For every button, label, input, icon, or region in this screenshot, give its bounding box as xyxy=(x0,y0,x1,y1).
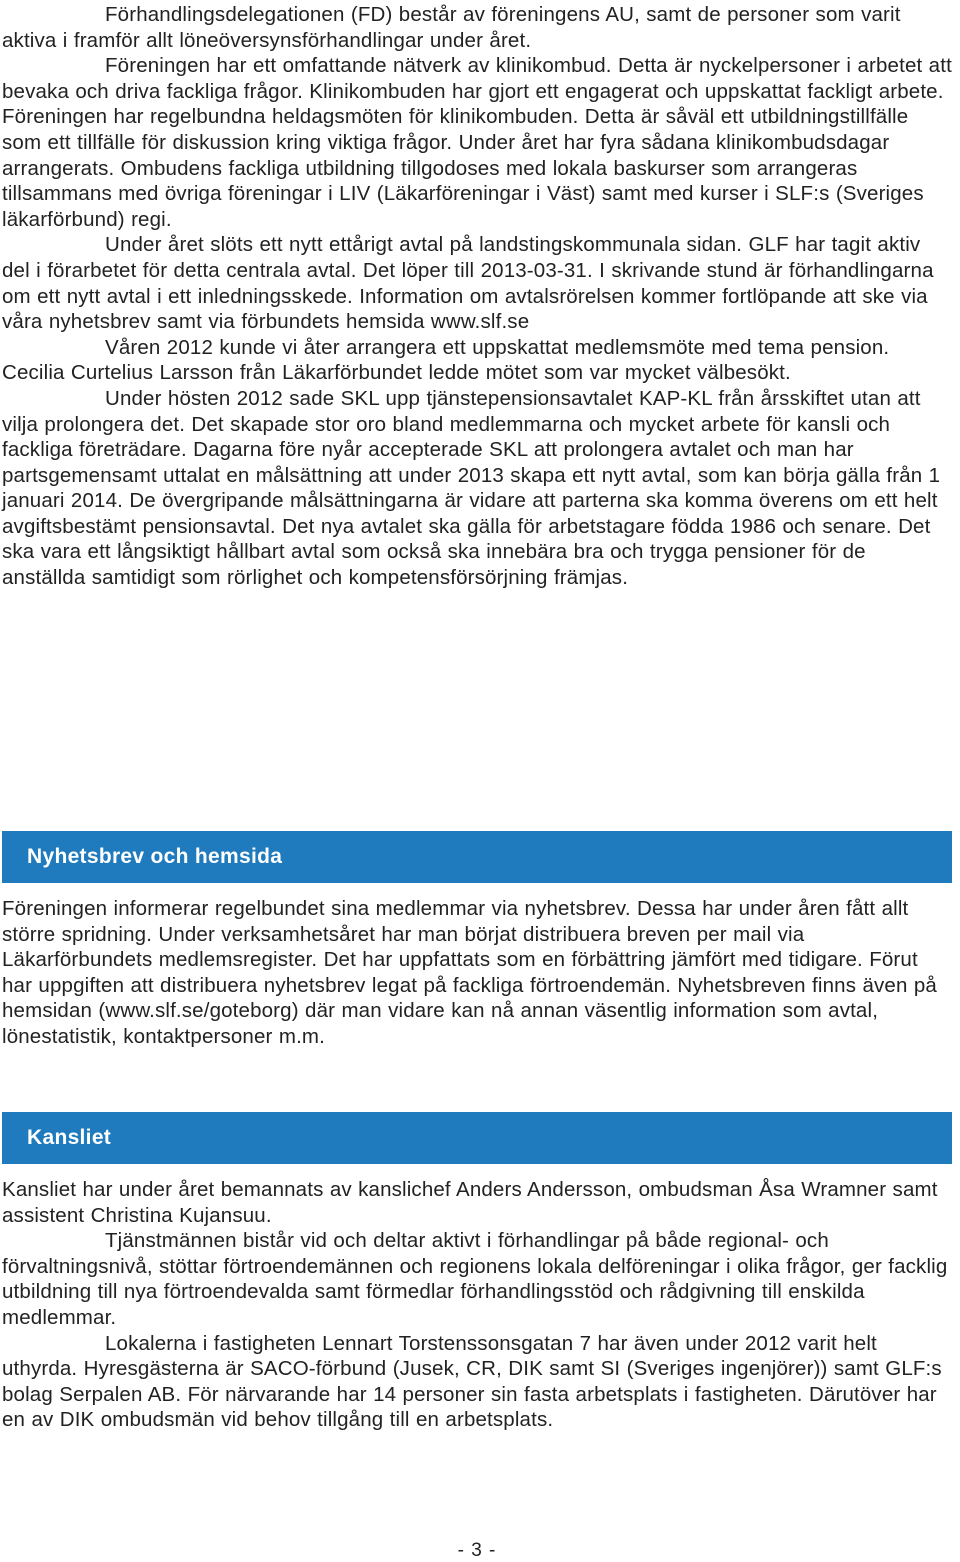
paragraph-clinic-representatives: Föreningen har ett omfattande nätverk av klinikombud. Detta är nyckelpersoner i arbetet att bevaka och driva fackliga frågor. Klinikombuden har gjort ett engagerat och uppskattat fackligt arbete. Föreningen har regelbundna heldagsmöten för klinikombuden. Detta är såväl ett utbildningstillfälle som ett tillfälle för diskussion kring viktiga frågor. Under året har fyra sådana klinikombudsdagar arrangerats. Ombudens fackliga utbildning tillgodoses med lokala baskurser som arrangeras tillsammans med övriga föreningar i LIV (Läkarföreningar i Väst) samt med kurser i SLF:s (Sveriges läkarförbund) regi. xyxy=(2,54,952,231)
section-newsletter xyxy=(2,896,952,1050)
section-heading-newsletter: Nyhetsbrev och hemsida xyxy=(2,831,952,883)
page-number: - 3 - xyxy=(457,1540,497,1561)
paragraph-office-staff: Kansliet har under året bemannats av kanslichef Anders Andersson, ombudsman Åsa Wramner samt assistent Christina Kujansuu. xyxy=(2,1178,938,1227)
paragraph-negotiation-delegation: Förhandlingsdelegationen (FD) består av föreningens AU, samt de personer som varit aktiva i framför allt löneöversynsförhandlingar under året. xyxy=(2,3,901,52)
paragraph-pension-agreement: Under hösten 2012 sade SKL upp tjänstepensionsavtalet KAP-KL från årsskiftet utan att vilja prolongera det. Det skapade stor oro bland medlemmarna och mycket arbete för kansli och fackliga företrädare. Dagarna före nyår accepterade SKL att prolongera avtalet och man har partsgemensamt uttalat en målsättning att under 2013 skapa ett nytt avtal, som kan börja gälla från 1 januari 2014. De övergripande målsättningarna är vidare att parterna ska komma överens om ett helt avgiftsbestämt pensionsavtal. Det nya avtalet ska gälla för arbetstagare födda 1986 och senare. Det ska vara ett långsiktigt hållbart avtal som också ska innebära bra och trygga pensioner för de anställda samtidigt som rörlighet och kompetensförsörjning främjas. xyxy=(2,386,941,590)
paragraph-member-meeting: Våren 2012 kunde vi åter arrangera ett uppskattat medlemsmöte med tema pension. Cecilia Curtelius Larsson från Läkarförbundet ledde mötet som var mycket välbesökt. xyxy=(2,335,890,385)
paragraph-premises: Lokalerna i fastigheten Lennart Torstenssonsgatan 7 har även under 2012 varit helt uthyrda. Hyresgästerna är SACO-förbund (Jusek, CR, DIK samt SI (Sveriges ingenjörer)) samt GLF:s bolag Serpalen AB. För närvarande har 14 personer sin fasta arbetsplats i fastigheten. Därutöver har en av DIK ombudsmän vid behov tillgång till en arbetsplats. xyxy=(2,1331,942,1432)
section-office xyxy=(2,1177,952,1433)
section-heading-office: Kansliet xyxy=(2,1112,952,1164)
paragraph-newsletter: Föreningen informerar regelbundet sina medlemmar via nyhetsbrev. Dessa har under åren fått allt större spridning. Under verksamhetsåret har man börjat distribuera breven per mail via Läkarförbundets medlemsregister. Det har uppfattats som en förbättring jämfört med tidigare. Förut har uppgiften att distribuera nyhetsbrev legat på fackliga förtroendemän. Nyhetsbreven finns även på hemsidan (www.slf.se/goteborg) där man vidare kan nå annan väsentlig information som avtal, lönestatistik, kontaktpersoner m.m. xyxy=(2,897,937,1048)
section-intro xyxy=(2,2,952,591)
paragraph-officials-duties: Tjänstmännen bistår vid och deltar aktivt i förhandlingar på både regional- och förvaltningsnivå, stöttar förtroendemännen och regionens lokala delföreningar i olika frågor, ger facklig utbildning till nya förtroendevalda samt förmedlar förhandlingsstöd och rådgivning till enskilda medlemmar. xyxy=(2,1229,948,1329)
paragraph-new-agreement: Under året slöts ett nytt ettårigt avtal på landstingskommunala sidan. GLF har tagit aktiv del i förarbetet för detta centrala avtal. Det löper till 2013-03-31. I skrivande stund är förhandlingarna om ett nytt avtal i ett inledningsskede. Information om avtalsrörelsen kommer fortlöpande att ske via våra nyhetsbrev samt via förbundets hemsida www.slf.se xyxy=(2,233,934,334)
